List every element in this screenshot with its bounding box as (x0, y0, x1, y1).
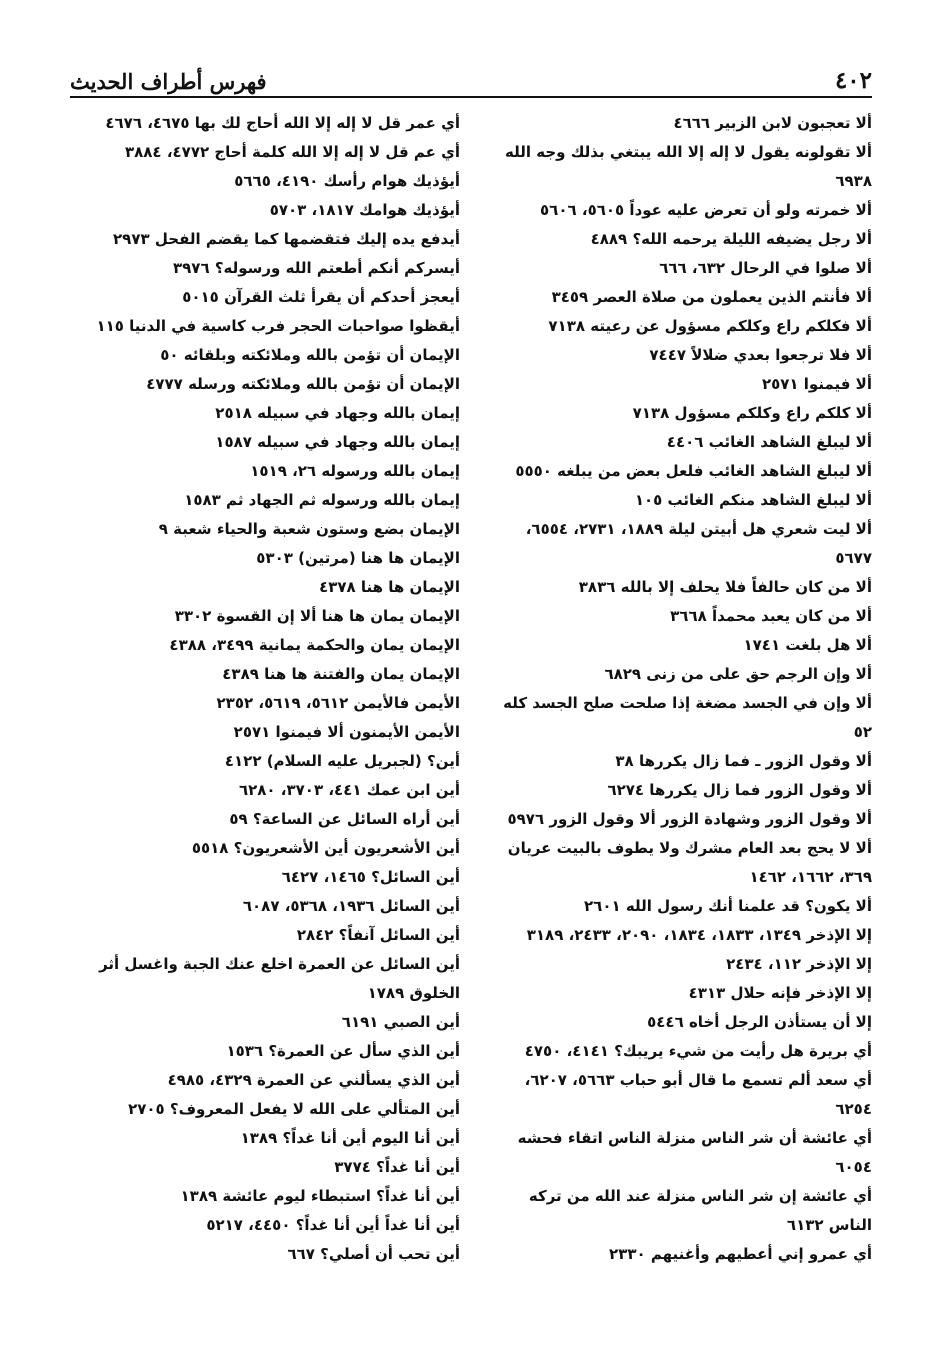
index-entry: الأيمن فالأيمن ٥٦١٢، ٥٦١٩، ٢٣٥٢ (216, 694, 460, 712)
index-entry: إلا الإذخر ١١٢، ٢٤٣٤ (726, 955, 872, 973)
index-entry: أين الذي سأل عن العمرة؟ ١٥٣٦ (226, 1042, 460, 1060)
index-entry: الإيمان يمان والحكمة يمانية ٣٤٩٩، ٤٣٨٨ (169, 636, 460, 654)
index-entry: أين تحب أن أصلي؟ ٦٦٧ (287, 1245, 460, 1263)
index-entry: ألا وقول الزور ـ فما زال يكررها ٣٨ (615, 752, 872, 770)
index-entry: أيؤذيك هوام رأسك ٤١٩٠، ٥٦٦٥ (234, 172, 460, 190)
index-entry: ألا صلوا في الرحال ٦٣٢، ٦٦٦ (659, 259, 872, 277)
header-rule (70, 96, 872, 98)
index-entry: إلا الإذخر فإنه حلال ٤٣١٣ (688, 984, 872, 1002)
index-entry: ألا من كان حالفاً فلا يحلف إلا بالله ٣٨٣٦ (578, 578, 872, 596)
index-entry: أين أنا غداً؟ ٣٧٧٤ (334, 1158, 460, 1176)
index-entry: أين؟ (لجبريل عليه السلام) ٤١٢٢ (224, 752, 460, 770)
index-entry: ألا ليبلغ الشاهد الغائب ٤٤٠٦ (666, 433, 872, 451)
index-entry: ألا هل بلغت ١٧٤١ (743, 636, 872, 654)
index-entry: الإيمان بضع وستون شعبة والحياء شعبة ٩ (158, 520, 460, 538)
index-entry: أين الأشعريون أين الأشعريون؟ ٥٥١٨ (191, 839, 460, 857)
page-header (70, 58, 872, 94)
index-entry: أين الصبي ٦١٩١ (341, 1013, 460, 1031)
index-entry: الإيمان يمان ها هنا ألا إن القسوة ٣٣٠٢ (174, 607, 460, 625)
index-entry: الإيمان أن تؤمن بالله وملائكته وبلقائه ٥٠ (160, 346, 460, 364)
index-entry: ألا فأنتم الذين يعملون من صلاة العصر ٣٤٥٩ (551, 288, 872, 306)
index-entry: ألا وقول الزور وشهادة الزور ألا وقول الزور ٥٩٧٦ (507, 810, 872, 828)
index-entry: أي عم قل لا إله إلا الله كلمة أحاج ٤٧٧٢، ٣٨٨٤ (124, 143, 460, 161)
index-entry: ألا فلا ترجعوا بعدي ضلالاً ٧٤٤٧ (649, 346, 872, 364)
index-entry: إيمان بالله وجهاد في سبيله ٢٥١٨ (215, 404, 460, 422)
index-entry: أيؤذيك هوامك ١٨١٧، ٥٧٠٣ (269, 201, 460, 219)
index-entry: ألا وقول الزور فما زال يكررها ٦٢٧٤ (607, 781, 872, 799)
index-entry: الإيمان يمان والفتنة ها هنا ٤٣٨٩ (222, 665, 460, 683)
index-entry: أي بريرة هل رأيت من شيء يريبك؟ ٤١٤١، ٤٧٥٠ (524, 1042, 872, 1060)
index-entry: الإيمان ها هنا ٤٣٧٨ (319, 578, 460, 596)
index-entry: ألا وإن الرجم حق على من زنى ٦٨٢٩ (604, 665, 872, 683)
index-entry: ألا كلكم راع وكلكم مسؤول ٧١٣٨ (632, 404, 872, 422)
index-entry: إيمان بالله ورسوله ٢٦، ١٥١٩ (250, 462, 460, 480)
index-entry: أين السائل؟ ١٤٦٥، ٦٤٢٧ (281, 868, 460, 886)
index-entry: أي عائشة أن شر الناس منزلة الناس اتقاء فحشه ٦٠٥٤ (517, 1129, 872, 1176)
index-entry: أيقظوا صواحبات الحجر فرب كاسية في الدنيا ١١٥ (96, 317, 460, 335)
index-entry: ألا رجل يضيفه الليلة يرحمه الله؟ ٤٨٨٩ (590, 230, 872, 248)
index-entry: أين أنا اليوم أين أنا غداً؟ ١٣٨٩ (240, 1129, 460, 1147)
index-entry: ألا تعجبون لابن الزبير ٤٦٦٦ (673, 114, 872, 132)
index-entry: أين المتألي على الله لا يفعل المعروف؟ ٢٧٠٥ (128, 1100, 460, 1118)
index-entry: أيسركم أنكم أطعتم الله ورسوله؟ ٣٩٧٦ (172, 259, 460, 277)
index-entry: أيعجز أحدكم أن يقرأ ثلث القرآن ٥٠١٥ (182, 288, 460, 306)
index-entry: أين ابن عمك ٤٤١، ٣٧٠٣، ٦٢٨٠ (238, 781, 460, 799)
index-entry: الأيمن الأيمنون ألا فيمنوا ٢٥٧١ (233, 723, 460, 741)
right-column (484, 109, 872, 1269)
index-entry: أين السائل آنفاً؟ ٢٨٤٢ (296, 926, 460, 944)
index-entry: أي سعد ألم تسمع ما قال أبو حباب ٥٦٦٣، ٦٢٠٧، ٦٢٥٤ (524, 1071, 872, 1118)
index-entry: ألا تقولونه يقول لا إله إلا الله يبتغي بذلك وجه الله ٦٩٣٨ (505, 143, 872, 190)
index-entry: أين أنا غداً أين أنا غداً؟ ٤٤٥٠، ٥٢١٧ (206, 1216, 460, 1234)
index-entry: ألا من كان يعبد محمداً ٣٦٦٨ (670, 607, 872, 625)
index-entry: إلا أن يستأذن الرجل أخاه ٥٤٤٦ (647, 1013, 872, 1031)
index-entry: ألا ليت شعري هل أبيتن ليلة ١٨٨٩، ٢٧٣١، ٦٥٥٤، ٥٦٧٧ (525, 520, 872, 567)
index-entry: إيمان بالله ورسوله ثم الجهاد ثم ١٥٨٣ (184, 491, 460, 509)
index-entry: ألا يكون؟ قد علمنا أنك رسول الله ٢٦٠١ (584, 897, 872, 915)
index-entry: أيدفع يده إليك فتقضمها كما يقضم الفحل ٢٩٧٣ (113, 230, 460, 248)
index-entry: ألا ليبلغ الشاهد منكم الغائب ١٠٥ (634, 491, 872, 509)
index-entry: الإيمان أن تؤمن بالله وملائكته ورسله ٤٧٧٧ (146, 375, 460, 393)
index-entry: الإيمان ها هنا (مرتين) ٥٣٠٣ (256, 549, 460, 567)
index-entry: أين السائل عن العمرة اخلع عنك الجبة واغسل أثر الخلوق ١٧٨٩ (99, 955, 460, 1002)
index-entry: أي عائشة إن شر الناس منزلة عند الله من تركه الناس ٦١٣٢ (528, 1187, 872, 1234)
index-entry: ألا فكلكم راع وكلكم مسؤول عن رعيته ٧١٣٨ (548, 317, 872, 335)
index-entry: ألا خمرته ولو أن تعرض عليه عوداً ٥٦٠٥، ٥٦٠٦ (540, 201, 872, 219)
running-title: فهرس أطراف الحديث (70, 69, 267, 94)
index-entry: إيمان بالله وجهاد في سبيله ١٥٨٧ (215, 433, 460, 451)
index-entry: أين الذي يسألني عن العمرة ٤٣٢٩، ٤٩٨٥ (167, 1071, 460, 1089)
index-entry: أين السائل ١٩٣٦، ٥٣٦٨، ٦٠٨٧ (242, 897, 460, 915)
index-entry: أي عمر قل لا إله إلا الله أحاج لك بها ٤٦٧٥، ٤٦٧٦ (105, 114, 460, 132)
index-entry: ألا وإن في الجسد مضغة إذا صلحت صلح الجسد كله ٥٢ (503, 694, 872, 741)
index-entry: أين أنا غداً؟ استبطاء ليوم عائشة ١٣٨٩ (180, 1187, 460, 1205)
index-entry: أي عمرو إني أعطيهم وأغنيهم ٢٣٣٠ (609, 1245, 872, 1263)
index-entry: أين أراه السائل عن الساعة؟ ٥٩ (229, 810, 460, 828)
index-entry: ألا فيمنوا ٢٥٧١ (761, 375, 872, 393)
index-entry: إلا الإذخر ١٣٤٩، ١٨٣٣، ١٨٣٤، ٢٠٩٠، ٢٤٣٣، ٣١٨٩ (526, 926, 872, 944)
index-entry: ألا ليبلغ الشاهد الغائب فلعل بعض من يبلغه ٥٥٥٠ (515, 462, 872, 480)
page-number: ٤٠٢ (834, 67, 872, 94)
index-entry: ألا لا يحج بعد العام مشرك ولا يطوف بالبيت عريان ٣٦٩، ١٦٦٢، ١٤٦٢ (507, 839, 872, 886)
left-column (74, 109, 460, 1269)
